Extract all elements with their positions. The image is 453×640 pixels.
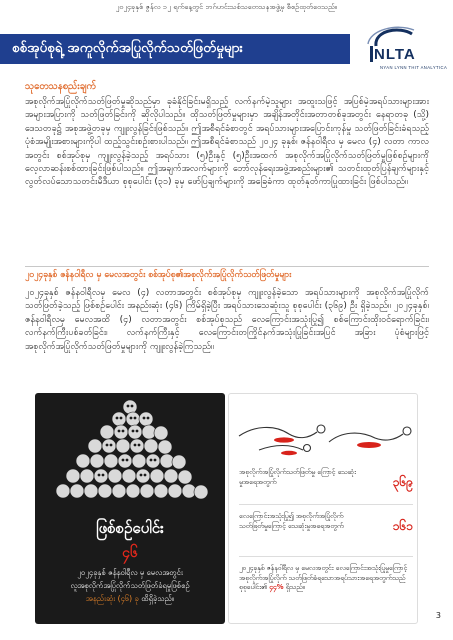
incidents-desc-line3: [43, 593, 217, 604]
stat-divider: [239, 504, 413, 505]
title-band: [0, 34, 350, 64]
summary-body: အစုလိုက်အပြုံလိုက်သတ်ဖြတ်မှုဆိုသည်မှာ ခုခံနိုင်ခြင်းမရှိသည့် လက်နက်မဲ့သူများ အထူးသဖြင့် အပြစ်မဲ့အရပ်သားများအား အများအပြားကို သတ်ဖြတ်ခြင်းကို ဆိုလိုပါသည်။ ထိုသတ်ဖြတ်မှုများမှာ အချိန်အတိုင်းအတာတစ်ခုအတွင်း နေရာတခု (သို့) ဒေသတခု၌ အစုအဖွဲ့တခုမှ ကျူးလွန်ခြင်းဖြစ်သည်။ ဤအစီရင်ခံစာတွင် အရပ်သားများအပြောင်းကုန်မှု သတ်ဖြတ်ခြင်းခံရသည့် ပုံစံအမျိုးအစားများကိုပါ ထည့်သွင်းစဥ်းစားပါသည်။ ဤအစီရင်ခံစာသည် ၂၀၂၄ ခုနှစ်၊ ဇန်နဝါရီလ မှ မေလ (၄) လတာ ကာလအတွင်း စစ်အုပ်စုမှ ကျူးလွန်ခဲ့သည့် အရပ်သား (၅)ဦးနှင့် (၅)ဦးအထက် အစုလိုက်အပြုံလိုက်သတ်ဖြတ်မှုဖြစ်စဥ်များကို လေ့လာဆန်းစစ်ထားခြင်းဖြစ်ပါသည်။ ဤအချက်အလက်များကို ဘော်လုန်ရေးအဖွဲ့အစည်းများ၏ သတင်းထုတ်ပြန်ချက်များနှင့် လွတ်လပ်သောသတင်းမီဒီယာ စုစုပေါင်း (၃၁) ခုမှ ဖော်ပြချက်များကို အခြေခံကာ ထုတ်နုတ်ကာပြုထားခြင်း ဖြစ်ပါသည်။: [25, 97, 429, 188]
airstrike-share-tail: ရှိသည်။: [283, 583, 305, 592]
incidents-desc-line1: ၂၀၂၄ခုနှစ် ဇန်နဝါရီလ မှ မေလအတွင်း: [77, 568, 183, 577]
header-caption-bar: [0, 0, 453, 16]
stat-divider: [239, 556, 413, 557]
incidents-title: ဖြစ်စဥ်ပေါင်း: [96, 519, 164, 537]
page-number: 3: [435, 611, 441, 620]
fallen-bodies-icon: [229, 396, 418, 458]
stat-total-deaths: [239, 468, 413, 500]
stat-airstrike-deaths-value: ၁၆၁: [392, 519, 413, 533]
airstrike-share-percent: ၄၄%: [269, 583, 284, 592]
incidents-highlight: အနည်းဆုံး (၄၆) ခု: [85, 594, 139, 603]
overview-body: ၂၀၂၄ခုနှစ် ဇန်နဝါရီလမှ မေလ (၄) လတာအတွင်း စစ်အုပ်စုမှ ကျူးလွန်ခဲ့သော အရပ်သားများကို အစုလိုက်အပြုံလိုက်သတ်ဖြတ်ခဲ့သည့် ဖြစ်စဥ်ပေါင်း အနည်းဆုံး (၄၆) ကြိမ်ရှိခဲ့ပြီး အရပ်သားသေဆုံးသူ စုစုပေါင်း (၃၆၉) ဦး ရှိခဲ့သည်။ ၂၀၂၄ခုနှစ်၊ ဇန်နဝါရီလမှ မေလအထိ (၄) လတာအတွင်း စစ်အုပ်စုသည် လေကြောင်းအသုံးပြု၍ စစ်ကြောင်းထိုးဝင်ရောက်ခြင်း၊ လက်နက်ကြီးပစ်ခတ်ခြင်း၊ လက်နက်ကြီးနှင့် လေကြောင်းတကြိုင်နက်အသုံးပြုခြင်းအပြင် အခြား ပုံစံများဖြင့် အစုလိုက်အပြုံလိုက်သတ်ဖြတ်မှုများကို ကျူးလွန်ခဲ့ကြသည်။: [25, 288, 429, 352]
deaths-panel: [228, 393, 418, 624]
stat-total-deaths-label: အစုလိုက်အပြုံလိုက်သတ်ဖြတ်မှု ကြောင့် သေဆုံးမှုအရေအတွက်: [239, 468, 356, 486]
logo-subtitle: NYAN LYNN THIT ANALYTICA: [380, 65, 448, 70]
header-caption: ၂၀၂၄ခုနှစ် ဇွန်လ ၁၂ ရက်နေ့တွင် ဘဂ်ဟင်းသစ်သတေသနအဖွဲ့မှ စီစဉ်ထုတ်ဝေသည်။: [115, 3, 338, 11]
stat-airstrike-deaths: [239, 512, 413, 544]
overview-heading: ၂၀၂၄ခုနှစ် ဇန်နဝါရီလ မှ မေလအတွင်း စစ်အုပ်စု၏အစုလိုက်အပြုံလိုက်သတ်ဖြတ်မှုများ: [25, 270, 292, 280]
incidents-panel: [35, 393, 225, 624]
stat-total-deaths-value: ၃၆၉: [392, 475, 413, 489]
logo-text: NLTA: [374, 46, 416, 63]
nlta-logo: [356, 24, 448, 80]
section-divider: [25, 266, 429, 267]
skull-pile-icon: [35, 393, 225, 513]
incidents-desc-tail: ထိရှိခဲ့သည်။: [138, 594, 175, 603]
incidents-desc-line2: လူအစုလိုက်အပြုံလိုက်သတ်ဖြတ်ခံရမှုဖြစ်စဥ်: [70, 581, 190, 590]
incidents-count: ၄၆: [122, 545, 138, 561]
summary-heading: သုတေသနစည်းချက်: [25, 81, 96, 92]
stat-airstrike-deaths-label: လေကြောင်းအသုံးပြု၍ အစုလိုက်အပြုံလိုက်သတ်ဖြတ်မှုကြောင့် သေဆုံးမှုအရေအတွက်: [239, 512, 344, 530]
airstrike-share-note: [239, 564, 413, 593]
airstrike-share-text: ၂၀၂၄ခုနှစ် ဇန်နဝါရီလ မှ မေလအတွင်း လေကြောင်းအသုံးပြုမှုကြောင့် အစုလိုက်အပြုံလိုက် သတ်ဖြတ်ခံရသောအရပ်သားအရေအတွက်သည် စုစုပေါင်း၏: [239, 564, 408, 592]
page-title: စစ်အုပ်စုရဲ့ အကူလိုက်အပြုလိုက်သတ်ဖြတ်မှုများ: [12, 40, 243, 56]
